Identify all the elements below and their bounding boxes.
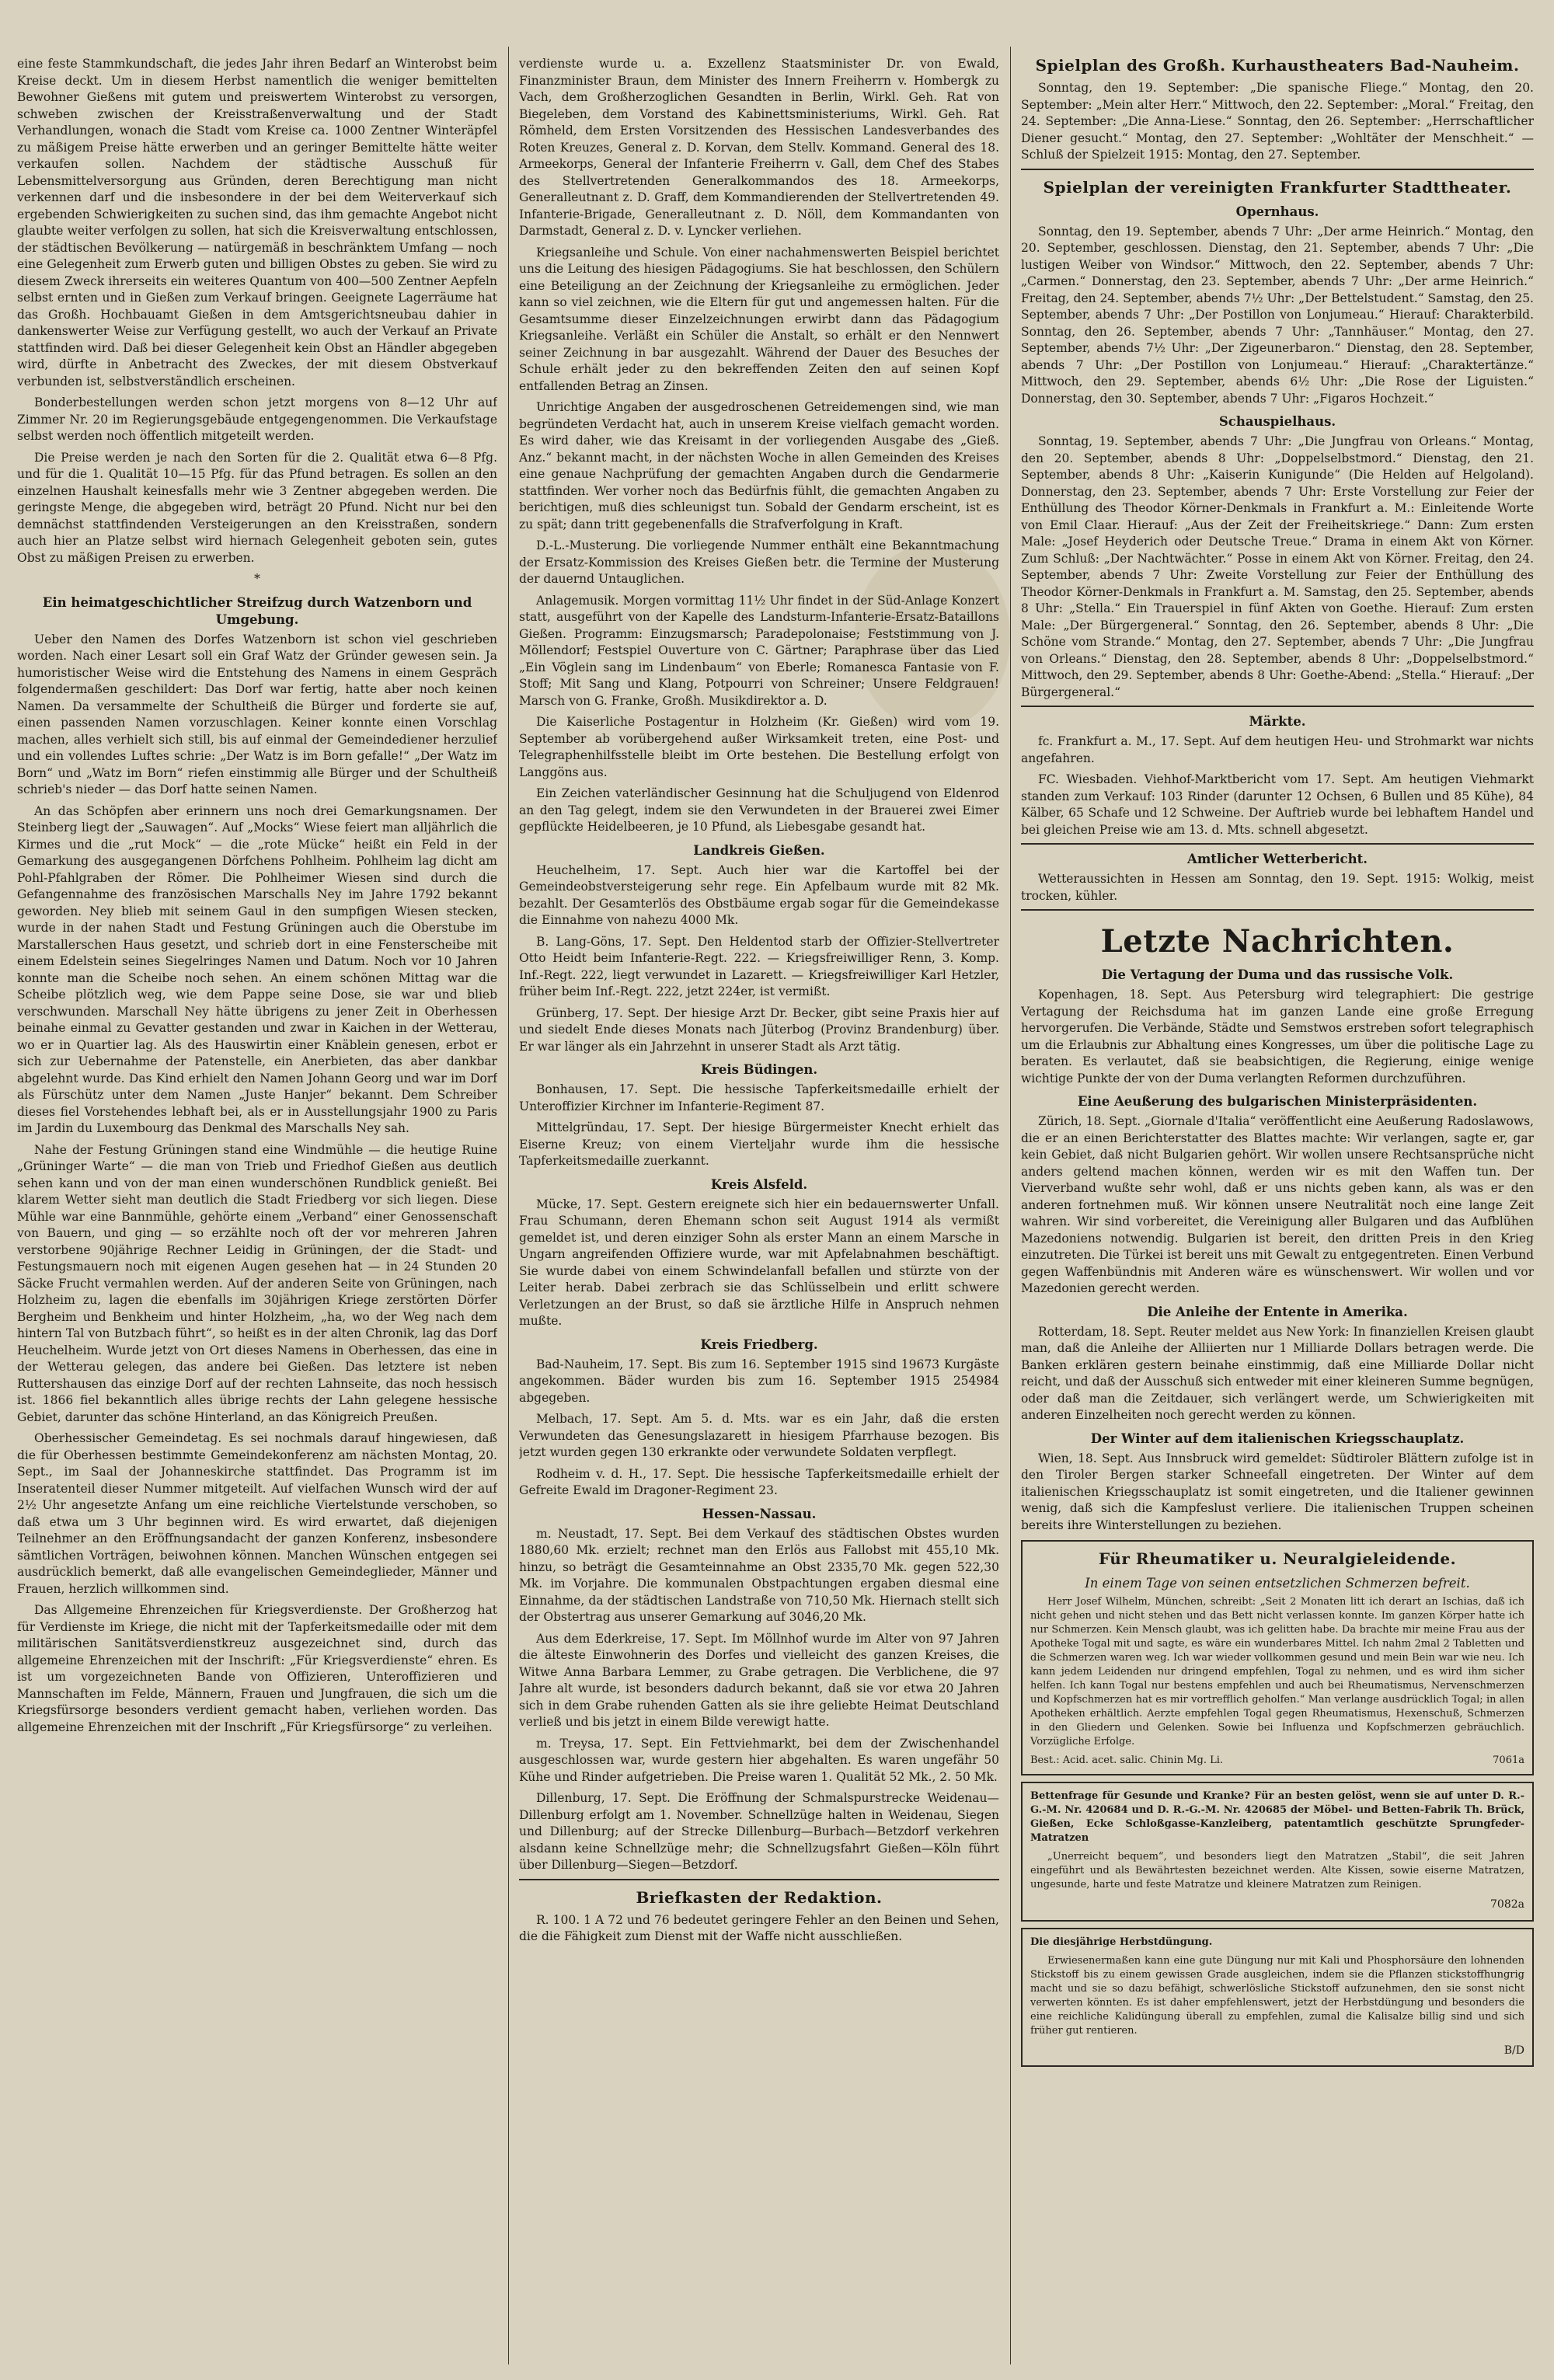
divider — [1021, 706, 1534, 707]
article-paragraph: Melbach, 17. Sept. Am 5. d. Mts. war es ein Jahr, daß die ersten Verwundeten das Genesungslazarett in hiesigem Pfarrhause bezogen. Bis jetzt wurden gegen 130 erkrankte oder verwundete Soldaten verpflegt. — [519, 1412, 999, 1459]
ad-title: Bettenfrage für Gesunde und Kranke? Für an besten gelöst, wenn sie auf unter D. R.-G.-M. Nr. 420684 und D. R.-G.-M. Nr. 420685 der Möbel- und Betten-Fabrik Th. Brück, Gießen, Ecke Schloßgasse-Kanzleiberg, patentamtlich geschützte Sprungfeder-Matratzen — [1030, 1790, 1524, 1844]
ad-text: Herr Josef Wilhelm, München, schreibt: „Seit 2 Monaten litt ich derart an Ischias, daß ich nicht gehen und nicht stehen und das Bett nicht verlassen konnte. Im ganzen Körper hatte ich nur Schmerzen. Kein Mensch glaubt, was ich gelitten habe. Da brachte mir meine Frau aus der Apotheke Togal mit und sagte, es wäre ein wunderbares Mittel. Ich nahm 2mal 2 Tabletten und die Schmerzen waren weg. Ich war wieder vollkommen gesund und mein Bein war wie neu. Ich kann jedem Leidenden nur dringend empfehlen, Togal zu nehmen, und es wird ihm sicher helfen. Ich kann Togal nur bestens empfehlen und auch bei Rheumatismus, Nervenschmerzen und Kopfschmerzen hat es mir vortrefflich geholfen.“ Man verlange ausdrücklich Togal; in allen Apotheken erhältlich. Aerzte empfehlen Togal gegen Rheumatismus, Hexenschuß, Schmerzen in den Gliedern und Gelenken. Sowie bei Influenza und Kopfschmerzen gebräuchlich. Vorzügliche Erfolge. — [1030, 1596, 1524, 1748]
advertisement-duengung — [1021, 1928, 1534, 2068]
article-paragraph: Bonhausen, 17. Sept. Die hessische Tapferkeitsmedaille erhielt der Unteroffizier Kirchner im Infanterie-Regiment 87. — [519, 1082, 999, 1113]
article-paragraph: Sonntag, den 19. September, abends 7 Uhr: „Der arme Heinrich.“ Montag, den 20. September, geschlossen. Dienstag, den 21. September, abends 7 Uhr: „Die lustigen Weiber von Windsor.“ Mittwoch, den 22. September, abends 7 Uhr: „Carmen.“ Donnerstag, den 23. September, abends 7 Uhr: „Der arme Heinrich.“ Freitag, den 24. September, abends 7½ Uhr: „Der Bettelstudent.“ Samstag, den 25. September, abends 7 Uhr: „Der Postillon von Lonjumeau.“ Hierauf: Charakterbild. Sonntag, den 26. September, abends 7 Uhr: „Tannhäuser.“ Montag, den 27. September, abends 7½ Uhr: „Der Zigeunerbaron.“ Dienstag, den 28. September, abends 7 Uhr: „Der Postillon von Lonjumeau.“ Hierauf: „Charaktertänze.“ Mittwoch, den 29. September, abends 6½ Uhr: „Die Rose der Liguisten.“ Donnerstag, den 30. September, abends 7 Uhr: „Figaros Hochzeit.“ — [1021, 224, 1534, 406]
ad-number: 7082a — [1490, 1898, 1524, 1911]
article-paragraph: Kopenhagen, 18. Sept. Aus Petersburg wird telegraphiert: Die gestrige Vertagung der Reichsduma hat im ganzen Lande eine große Erregung hervorgerufen. Die Verbände, Städte und Semstwos erstreben sofort telegraphisch um die Erlaubnis zur Abhaltung eines Kongresses, um über die politische Lage zu beraten. Es verlautet, daß sie beabsichtigen, die Regierung, einige wenige wichtige Punkte der von der Duma verlangten Reformen durchzuführen. — [1021, 988, 1534, 1085]
ad-footnote: Best.: Acid. acet. salic. Chinin Mg. Li. — [1030, 1755, 1224, 1766]
article-paragraph: Heuchelheim, 17. Sept. Auch hier war die Kartoffel bei der Gemeindeobstversteigerung sehr rege. Ein Apfelbaum wurde mit 82 Mk. bezahlt. Der Gesamterlös des Obstbäume ergab sogar für die Gemeindekasse die Einnahme von nahezu 4000 Mk. — [519, 862, 999, 927]
divider — [1021, 169, 1534, 170]
column-rule — [508, 47, 509, 2364]
article-paragraph: eine feste Stammkundschaft, die jedes Jahr ihren Bedarf an Winterobst beim Kreise deckt. Um in diesem Herbst namentlich die weniger bemittelten Bewohner Gießens mit gutem und preiswertem Winterobst zu versorgen, schweben zwischen der Kreisstraßenverwaltung und der Stadt Verhandlungen, wonach die Stadt vom Kreise ca. 1000 Zentner Winteräpfel zu mäßigem Preise hätte erwerben und an geringer Bemittelte hätte weiter verkaufen sollen. Nachdem der städtische Ausschuß für Lebensmittelversorgung aus Gründen, deren Berechtigung man nicht verkennen darf und die insbesondere in der bei dem Weiterverkauf sich ergebenden Schwierigkeiten zu suchen sind, das ihm gemachte Angebot nicht glaubte weiter verfolgen zu sollen, hat sich die Kreisverwaltung entschlossen, der städtischen Bevölkerung — natürgemäß in beschränktem Umfang — noch eine Gelegenheit zum Erwerb guten und billigen Obstes zu geben. Sie wird zu diesem Zweck ihrerseits ein weiteres Quantum von 400—500 Zentner Aepfeln selbst ernten und in Gießen zum Verkauf bringen. Geeignete Lagerräume hat das Großh. Hochbauamt Gießen in dem Amtsgerichtsneubau dahier in dankenswerter Weise zur Verfügung gestellt, wo auch der Verkauf an Private stattfinden wird. Daß bei dieser Gelegenheit kein Obst an Händler abgegeben wird, dürfte in Anbetracht des Zweckes, der mit diesem Obstverkauf verbunden ist, selbstverständlich erscheinen. — [17, 57, 497, 389]
article-paragraph: fc. Frankfurt a. M., 17. Sept. Auf dem heutigen Heu- und Strohmarkt war nichts angefahren. — [1021, 734, 1534, 765]
section-heading: Märkte. — [1249, 714, 1306, 729]
article-paragraph: Ueber den Namen des Dorfes Watzenborn ist schon viel geschrieben worden. Nach einer Lesart soll ein Graf Watz der Gründer gewesen sein. Ja humoristischer Weise wird die Entstehung des Namens in einem Gespräch folgendermaßen geschildert: Das Dorf war fertig, hatte aber noch keinen Namen. Da versammelte der Schultheiß die Bürger und forderte sie auf, einen passenden Namen vorzuschlagen. Keiner konnte einen Vorschlag machen, alles verhielt sich still, bis auf einmal der Gemeindediener herzulief und ein vollendes Luftes schrie: „Der Watz is im Born gefalle!“ „Der Watz im Born“ und „Watz im Born“ riefen einstimmig alle Bürger und der Schultheiß schrieb's nieder — das Dorf hatte seinen Namen. — [17, 632, 497, 796]
article-paragraph: verdienste wurde u. a. Exzellenz Staatsminister Dr. von Ewald, Finanzminister Braun, dem Minister des Innern Freiherrn v. Hombergk zu Vach, dem Großherzoglichen Gesandten in Berlin, Wirkl. Geh. Rat von Biegeleben, dem Vorstand des Kabinettsministeriums, Wirkl. Geh. Rat Römheld, dem Ersten Vorsitzenden des Hessischen Landesverbandes des Roten Kreuzes, General z. D. Korvan, dem Stellv. Kommand. General des 18. Armeekorps, General der Infanterie Freiherrn v. Gall, dem Chef des Stabes des Stellvertretenden Generalkommandos des 18. Armeekorps, Generalleutnant z. D. Graff, dem Kommandierenden der Stellvertretenden 49. Infanterie-Brigade, Generalleutnant z. D. Nöll, dem Kommandanten von Darmstadt, General z. D. v. Lyncker verliehen. — [519, 57, 999, 238]
article-paragraph: B. Lang-Göns, 17. Sept. Den Heldentod starb der Offizier-Stellvertreter Otto Heidt beim Infanterie-Regt. 222. — Kriegsfreiwilliger Renn, 3. Komp. Inf.-Regt. 222, liegt verwundet in Lazarett. — Kriegsfreiwilliger Karl Hetzler, früher beim Inf.-Regt. 222, jetzt 224er, ist vermißt. — [519, 934, 999, 998]
column-3 — [1021, 56, 1534, 2361]
divider — [519, 1879, 999, 1880]
article-heading: Die Vertagung der Duma und das russische Volk. — [1101, 967, 1454, 982]
article-paragraph: Rodheim v. d. H., 17. Sept. Die hessische Tapferkeitsmedaille erhielt der Gefreite Ewald im Dragoner-Regiment 23. — [519, 1466, 999, 1497]
article-paragraph: Anlagemusik. Morgen vormittag 11½ Uhr findet in der Süd-Anlage Konzert statt, ausgeführt von der Kapelle des Landsturm-Infanterie-Ersatz-Bataillons Gießen. Programm: Einzugsmarsch; Paradepolonaise; Feststimmung von J. Möllendorf; Festspiel Ouverture von C. Gärtner; Paraphrase über das Lied „Ein Vöglein sang im Lindenbaum“ von Eberle; Romanesca Fantasie von F. Stoff; Mit Sang und Klang, Potpourri von Schreiner; Unsere Feldgrauen! Marsch von G. Franke, Großh. Musikdirektor a. D. — [519, 593, 999, 708]
article-heading: Der Winter auf dem italienischen Kriegsschauplatz. — [1090, 1430, 1465, 1446]
article-paragraph: Unrichtige Angaben der ausgedroschenen Getreidemengen sind, wie man begründeten Verdacht hat, auch in unserem Kreise vielfach gemacht worden. Es wird daher, wie das Kreisamt in der vorliegenden Ausgabe des „Gieß. Anz.“ bekannt macht, in der nächsten Woche in allen Gemeinden des Kreises eine genaue Nachprüfung der gemachten Angaben durch die Gendarmerie stattfinden. Wer vorher noch das Bedürfnis fühlt, die gemachten Angaben zu berichtigen, muß dies schleunigst tun. Sobald der Gendarm erscheint, ist es zu spät; dann tritt gegebenenfalls die Strafverfolgung in Kraft. — [519, 400, 999, 531]
section-heading: Kreis Büdingen. — [700, 1062, 818, 1077]
section-heading: Briefkasten der Redaktion. — [636, 1887, 883, 1907]
column-2 — [519, 56, 999, 2361]
article-paragraph: Nahe der Festung Grüningen stand eine Windmühle — die heutige Ruine „Grüninger Warte“ — die man von Trieb und Friedhof Gießen aus deutlich sehen kann und von der man einen wunderschönen Rundblick genießt. Bei klarem Wetter sieht man deutlich die Stadt Friedberg vor sich liegen. Diese Mühle war eine Bannmühle, gehörte einem „Verband“ einer Genossenschaft von Bauern, und ging — so erzählte noch oft der vor mehreren Jahren verstorbene 90jährige Rechner Leidig in Grüningen, der die Stadt- und Festungsmauern noch mit eigenen Augen gesehen hat — in 24 Stunden 20 Säcke Frucht vermahlen werden. Auf der anderen Seite von Grüningen, nach Holzheim zu, lagen die ebenfalls im 30jährigen Kriege zerstörten Dörfer Bergheim und Benkheim und hinter Holzheim, „ha, wo der Weg nach dem hintern Tal von Butzbach führt“, so heißt es in der alten Chronik, lag das Dorf Heuchelheim. Wurde jetzt von Ort dieses Namens in Oberhessen, das eine in der Wetterau gelegen, das andere bei Gießen. Das letztere ist neben Ruttershausen das einzige Dorf auf der rechten Lahnseite, das noch hessisch ist. 1866 fiel bekanntlich alles übrige rechts der Lahn gelegene hessische Gebiet, darunter das schöne Hinterland, an das Königreich Preußen. — [17, 1142, 497, 1424]
section-heading: Spielplan des Großh. Kurhaustheaters Bad-Nauheim. — [1035, 56, 1520, 75]
section-heading: Letzte Nachrichten. — [1100, 923, 1455, 960]
article-paragraph: m. Neustadt, 17. Sept. Bei dem Verkauf des städtischen Obstes wurden 1880,60 Mk. erzielt; rechnet man den Erlös aus Fallobst mit 455,10 Mk. hinzu, so beträgt die Gesamteinnahme an Obst 2335,70 Mk. gegen 522,30 Mk. im Vorjahre. Die kommunalen Obstpachtungen ergaben diesmal eine Einnahme, da der städtischen Landstraße von 710,50 Mk. Hiernach stellt sich der Obstertrag aus unserer Gemarkung auf 3046,20 Mk. — [519, 1526, 999, 1624]
article-paragraph: Kriegsanleihe und Schule. Von einer nachahmenswerten Beispiel berichtet uns die Leitung des hiesigen Pädagogiums. Sie hat beschlossen, den Schülern eine Beteiligung an der Zeichnung der Kriegsanleihe zu ermöglichen. Jeder kann so viel zeichnen, wie die Eltern für gut und angemessen halten. Für die Gesamtsumme dieser Einzelzeichnungen erwirbt dann das Pädagogium Kriegsanleihe. Verläßt ein Schüler die Anstalt, so erhält er den Nennwert seiner Zeichnung in bar ausgezahlt. Während der Dauer des Besuches der Schule erhält jeder zu den bekreffenden Zeiten den auf seinen Kopf entfallenden Betrag an Zinsen. — [519, 245, 999, 393]
article-paragraph: Mittelgründau, 17. Sept. Der hiesige Bürgermeister Knecht erhielt das Eiserne Kreuz; von einem Vierteljahr wurde ihm die hessische Tapferkeitsmedaille zuerkannt. — [519, 1120, 999, 1168]
section-heading: Amtlicher Wetterbericht. — [1187, 852, 1368, 866]
ad-text: „Unerreicht bequem“, und besonders liegt den Matratzen „Stabil“, die seit Jahren eingeführt und als Bewährtesten bezeichnet werden. Alte Kissen, sowie eiserne Matratzen, ungesunde, harte und feste Matratze und kleinere Matratzen zum Reinigen. — [1030, 1851, 1524, 1890]
ad-number: B/D — [1503, 2044, 1524, 2057]
article-paragraph: Zürich, 18. Sept. „Giornale d'Italia“ veröffentlicht eine Aeußerung Radoslawows, die er an einen Berichterstatter des Blattes machte: Wir verlangen, sagte er, gar kein Gebiet, daß nicht Bulgarien gehört. Wir wollen unsere Rechtsansprüche nicht anders geltend machen können, werden wir es mit den Waffen tun. Der Vierverband wußte sehr wohl, daß er uns nichts geben kann, als was er den anderen fortnehmen muß. Wir können unsere Neutralität noch eine lange Zeit wahren. Wir sind vorbereitet, die Vereinigung aller Bulgaren und das Aufblühen Mazedoniens notwendig. Bulgarien ist bereit, den dritten Preis in den Krieg einzutreten. Die Türkei ist bereit uns mit Gewalt zu entgegentreten. Einen Verbund gegen Waffenbündnis mit Anderen wäre es wünschenswert. Wir wollen und vor Mazedonien gerecht werden. — [1021, 1114, 1534, 1295]
section-heading: Landkreis Gießen. — [693, 842, 825, 858]
ad-subtitle: In einem Tage von seinen entsetzlichen Schmerzen befreit. — [1085, 1576, 1470, 1591]
article-heading: Ein heimatgeschichtlicher Streifzug durch Watzenborn und Umgebung. — [42, 594, 472, 627]
article-paragraph: Bad-Nauheim, 17. Sept. Bis zum 16. September 1915 sind 19673 Kurgäste angekommen. Bäder wurden bis zum 16. September 1915 254984 abgegeben. — [519, 1357, 999, 1405]
article-paragraph: Sonntag, den 19. September: „Die spanische Fliege.“ Montag, den 20. September: „Mein alter Herr.“ Mittwoch, den 22. September: „Moral.“ Freitag, den 24. September: „Die Anna-Liese.“ Sonntag, den 26. September: „Herrschaftlicher Diener gesucht.“ Montag, den 27. September: „Wohltäter der Menschheit.“ — Schluß der Spielzeit 1915: Montag, den 27. September. — [1021, 81, 1534, 162]
article-paragraph: Dillenburg, 17. Sept. Die Eröffnung der Schmalspurstrecke Weidenau—Dillenburg erfolgt am 1. November. Schnellzüge halten in Weidenau, Siegen und Dillenburg; auf der Strecke Dillenburg—Burbach—Betzdorf verkehren alsdann keine Schnellzüge mehr; die Schnellzugsfahrt Gießen—Köln führt über Dillenburg—Siegen—Betzdorf. — [519, 1791, 999, 1872]
article-paragraph: Grünberg, 17. Sept. Der hiesige Arzt Dr. Becker, gibt seine Praxis hier auf und siedelt Ende dieses Monats nach Jüterbog (Provinz Brandenburg) über. Er war länger als ein Jahrzehnt in unserer Stadt als Arzt tätig. — [519, 1005, 999, 1054]
article-paragraph: Die Preise werden je nach den Sorten für die 2. Qualität etwa 6—8 Pfg. und für die 1. Qualität 10—15 Pfg. für das Pfund betragen. Es sollen an den einzelnen Haushalt keinesfalls mehr wie 3 Zentner abgegeben werden. Die geringste Menge, die abgegeben wird, beträgt 20 Pfund. Nicht nur bei den demnächst stattfindenden Versteigerungen an den Kreisstraßen, sondern auch hier an Platze selbst wird hiernach Gelegenheit geboten sein, gutes Obst zu mäßigen Preisen zu erwerben. — [17, 450, 497, 565]
article-paragraph: Bonderbestellungen werden schon jetzt morgens von 8—12 Uhr auf Zimmer Nr. 20 im Regierungsgebäude entgegengenommen. Die Verkaufstage selbst werden noch öffentlich mitgeteilt werden. — [17, 396, 497, 443]
ad-title: Für Rheumatiker u. Neuralgieleidende. — [1098, 1549, 1457, 1568]
advertisement-togal — [1021, 1540, 1534, 1775]
ad-title: Die diesjährige Herbstdüngung. — [1030, 1936, 1213, 1948]
article-paragraph: m. Treysa, 17. Sept. Ein Fettviehmarkt, bei dem der Zwischenhandel ausgeschlossen war, wurde gestern hier abgehalten. Es waren ungefähr 50 Kühe und Rinder aufgetrieben. Die Preise waren 1. Qualität 52 Mk., 2. 50 Mk. — [519, 1736, 999, 1784]
article-paragraph: Mücke, 17. Sept. Gestern ereignete sich hier ein bedauernswerter Unfall. Frau Schumann, deren Ehemann schon seit August 1914 als vermißt gemeldet ist, und deren einziger Sohn als erster Mann an einem Marsche in Ungarn angreifenden Offiziere wurde, war mit Apfelabnahmen beschäftigt. Sie wurde dabei von einem Schwindelanfall befallen und stürzte von der Leiter herab. Dabei zerbrach sie das Schlüsselbein und erlitt schwere Verletzungen an der Brust, so daß sie ärztliche Hilfe in Anspruch nehmen mußte. — [519, 1197, 999, 1328]
article-paragraph: Wetteraussichten in Hessen am Sonntag, den 19. Sept. 1915: Wolkig, meist trocken, kühler. — [1021, 872, 1534, 903]
article-paragraph: Ein Zeichen vaterländischer Gesinnung hat die Schuljugend von Eldenrod an den Tag gelegt, indem sie den Verwundeten in der Brauerei zwei Eimer gepflückte Heidelbeeren, je 10 Pfund, als Liebesgabe gesandt hat. — [519, 786, 999, 834]
ad-number: 7061a — [1493, 1755, 1524, 1766]
star-divider-icon: * — [254, 572, 260, 586]
article-paragraph: Die Kaiserliche Postagentur in Holzheim (Kr. Gießen) wird vom 19. September ab vorübergehend außer Wirksamkeit treten, eine Post- und Telegraphenhilfsstelle bleibt im Orte bestehen. Die Bestellung erfolgt von Langgöns aus. — [519, 715, 999, 779]
divider — [1021, 843, 1534, 845]
article-paragraph: FC. Wiesbaden. Viehhof-Marktbericht vom 17. Sept. Am heutigen Viehmarkt standen zum Verkauf: 103 Rinder (darunter 12 Ochsen, 6 Bullen und 85 Kühe), 84 Kälber, 65 Schafe und 12 Schweine. Der Auftrieb wurde bei lebhaftem Handel und bei gleichen Preise wie am 13. d. Mts. schnell abgesetzt. — [1021, 772, 1534, 837]
article-paragraph: Sonntag, 19. September, abends 7 Uhr: „Die Jungfrau von Orleans.“ Montag, den 20. September, abends 8 Uhr: „Doppelselbstmord.“ Dienstag, den 21. September, abends 8 Uhr: „Kaiserin Kunigunde“ (Die Helden auf Helgoland). Donnerstag, den 23. September, abends 7 Uhr: Erste Vorstellung zur Feier der Enthüllung des Theodor Körner-Denkmals in Frankfurt a. M.: Einleitende Worte von Emil Claar. Hierauf: „Aus der Zeit der Freiheitskriege.“ Dann: Zum ersten Male: „Josef Heyderich oder Deutsche Treue.“ Drama in einem Akt von Körner. Zum Schluß: „Der Nachtwächter.“ Posse in einem Akt von Körner. Freitag, den 24. September, abends 7 Uhr: Zweite Vorstellung zur Feier der Enthüllung des Theodor Körner-Denkmals in Frankfurt a. M. Samstag, den 25. September, abends 8 Uhr: „Stella.“ Ein Trauerspiel in fünf Akten von Goethe. Hierauf: Zum ersten Male: „Der Bürgergeneral.“ Sonntag, den 26. September, abends 8 Uhr: „Die Schöne vom Strande.“ Montag, den 27. September, abends 7 Uhr: „Die Jungfrau von Orleans.“ Dienstag, den 28. September, abends 8 Uhr: „Doppelselbstmord.“ Mittwoch, den 29. September, abends 8 Uhr: Goethe-Abend: „Stella.“ Hierauf: „Der Bürgergeneral.“ — [1021, 434, 1534, 699]
sub-heading: Opernhaus. — [1235, 204, 1319, 219]
section-heading: Spielplan der vereinigten Frankfurter Stadttheater. — [1043, 177, 1512, 197]
section-heading: Hessen-Nassau. — [702, 1506, 817, 1521]
sub-heading: Schauspielhaus. — [1218, 414, 1336, 429]
article-paragraph: An das Schöpfen aber erinnern uns noch drei Gemarkungsnamen. Der Steinberg liegt der „Sauwagen“. Auf „Mocks“ Wiese feiert man alljährlich die Kirmes und die „rut Mock“ — die „rote Mücke“ heißt ein Feld in der Gemarkung des ausgegangenen Dörfchens Pohlheim. Pohlheim lag dicht am Pohl-Pfahlgraben der Römer. Die Pohlheimer Wiesen sind durch die Gefangennahme des französischen Marschalls Ney im Jahre 1792 bekannt geworden. Ney blieb mit seinem Gaul in den sumpfigen Wiesen stecken, wurde in der nahen Stadt und Festung Grüningen auch die Oberstube im Marstallerschen Haus gesetzt, und schrieb dort in eine Fensterscheibe mit einem Edelstein seines Siegelringes Namen und Datum. Noch vor 10 Jahren konnte man die Scheibe noch sehen. An einem schönen Mittag war die Scheibe plötzlich weg, wie dem Pappe seine Dose, sie war und blieb verschwunden. Marschall Ney hätte übrigens zu jener Zeit in Oberhessen beinahe einmal zu Gevatter gestanden und zwar in Kaichen in der Wetterau, wo er in Quartier lag. Als des Hauswirtin einer Knäblein genesen, erbot er sich zur Uebernahme der Patenstelle, ein Anerbieten, das aber dankbar abgelehnt wurde. Das Kind erhielt den Namen Johann Georg und war im Dorf als Fürschütz unter dem Namen „Juste Hanjer“ bekannt. Dem Schreiber dieses fiel Vorstehendes lebhaft bei, als er in Ausstellungsjahr 1900 zu Paris im Jardin du Luxembourg das Denkmal des Marschalls Ney sah. — [17, 803, 497, 1135]
section-heading: Kreis Alsfeld. — [710, 1176, 808, 1192]
article-paragraph: Aus dem Ederkreise, 17. Sept. Im Möllnhof wurde im Alter von 97 Jahren die älteste Einwohnerin des Dorfes und vielleicht des ganzen Kreises, die Witwe Anna Barbara Lemmer, zu Grabe getragen. Die Verblichene, die 97 Jahre alt wurde, ist besonders dadurch bekannt, daß sie vor etwa 20 Jahren sich in dem Grabe ruhenden Gatten als sie ihre geliebte Heimat Deutschland verließ und bis jetzt in einem Bilde verewigt hatte. — [519, 1631, 999, 1729]
article-paragraph: D.-L.-Musterung. Die vorliegende Nummer enthält eine Bekanntmachung der Ersatz-Kommission des Kreises Gießen betr. die Termine der Musterung der dauernd Untauglichen. — [519, 538, 999, 586]
article-heading: Die Anleihe der Entente in Amerika. — [1147, 1304, 1408, 1319]
section-heading: Kreis Friedberg. — [700, 1336, 818, 1352]
article-heading: Eine Aeußerung des bulgarischen Ministerpräsidenten. — [1077, 1094, 1478, 1109]
article-paragraph: Rotterdam, 18. Sept. Reuter meldet aus New York: In finanziellen Kreisen glaubt man, daß die Anleihe der Alliierten nur 1 Milliarde Dollars betragen werde. Die Banken erklären gestern beinahe einstimmig, daß eine Milliarde Dollar nicht reicht, und daß der Ausschuß sich entweder mit einer kleineren Summe begnügen, oder daß man die Zeitdauer, sich verlängert werde, um Schwierigkeiten mit anderen Einzelheiten noch gerecht werden zu können. — [1021, 1324, 1534, 1422]
article-paragraph: Oberhessischer Gemeindetag. Es sei nochmals darauf hingewiesen, daß die für Oberhessen bestimmte Gemeindekonferenz am nächsten Montag, 20. Sept., im Saal der Johanneskirche stattfindet. Das Programm ist im Inseratenteil dieser Nummer mitgeteilt. Auf vielfachen Wunsch wird der auf 2½ Uhr angesetzte Anfang um eine reichliche Viertelstunde verschoben, so daß etwa um 3 Uhr beginnen wird. Es wird erwartet, daß diejenigen Teilnehmer an den Eröffnungsandacht der ganzen Konferenz, insbesondere sämtlichen Vorträgen, beiwohnen können. Manchen Wünschen entgegen sei ausdrücklich bemerkt, daß alle evangelischen Gemeindeglieder, Männer und Frauen, herzlich willkommen sind. — [17, 1431, 497, 1596]
column-rule — [1010, 47, 1011, 2364]
column-1 — [17, 56, 497, 2361]
ad-text: Erwiesenermaßen kann eine gute Düngung nur mit Kali und Phosphorsäure den lohnenden Stickstoff bis zu einem gewissen Grade ausgleichen, indem sie die Pflanzen stickstoffhungrig macht und sie so dazu befähigt, schwerlösliche Stickstoff aufzunehmen, den sie sonst nicht verwerten könnten. Es ist daher empfehlenswert, jetzt der Herbstdüngung und besonders die eine reichliche Kalidüngung überall zu empfehlen, zumal die Kalisalze billig sind und sich früher gut rentieren. — [1030, 1954, 1524, 2037]
divider — [1021, 909, 1534, 911]
advertisement-betten — [1021, 1782, 1534, 1922]
article-paragraph: R. 100. 1 A 72 und 76 bedeutet geringere Fehler an den Beinen und Sehen, die die Fähigkeit zum Dienst mit der Waffe nicht ausschließen. — [519, 1912, 999, 1943]
article-paragraph: Wien, 18. Sept. Aus Innsbruck wird gemeldet: Südtiroler Blättern zufolge ist in den Tiroler Bergen starker Schneefall eingetreten. Der Winter auf dem italienischen Kriegsschauplatz ist somit eingetreten, und die Italiener gewinnen wenig, daß sich die Kampfeslust verliere. Die italienischen Truppen scheinen bereits ihre Winterstellungen zu beziehen. — [1021, 1451, 1534, 1532]
article-paragraph: Das Allgemeine Ehrenzeichen für Kriegsverdienste. Der Großherzog hat für Verdienste im Kriege, die nicht mit der Tapferkeitsmedaille oder mit dem militärischen Sanitätsverdienstkreuz ausgezeichnet sind, durch das allgemeine Ehrenzeichen mit der Inschrift: „Für Kriegsverdienste“ ehren. Es ist um vorgezeichneten Bande von Offizieren, Unteroffizieren und Mannschaften im Felde, Männern, Frauen und Jungfrauen, die sich um die Kriegsfürsorge besonders verdient gemacht haben, verliehen worden. Das allgemeine Ehrenzeichen mit der Inschrift „Für Kriegsfürsorge“ zu verleihen. — [17, 1603, 497, 1734]
